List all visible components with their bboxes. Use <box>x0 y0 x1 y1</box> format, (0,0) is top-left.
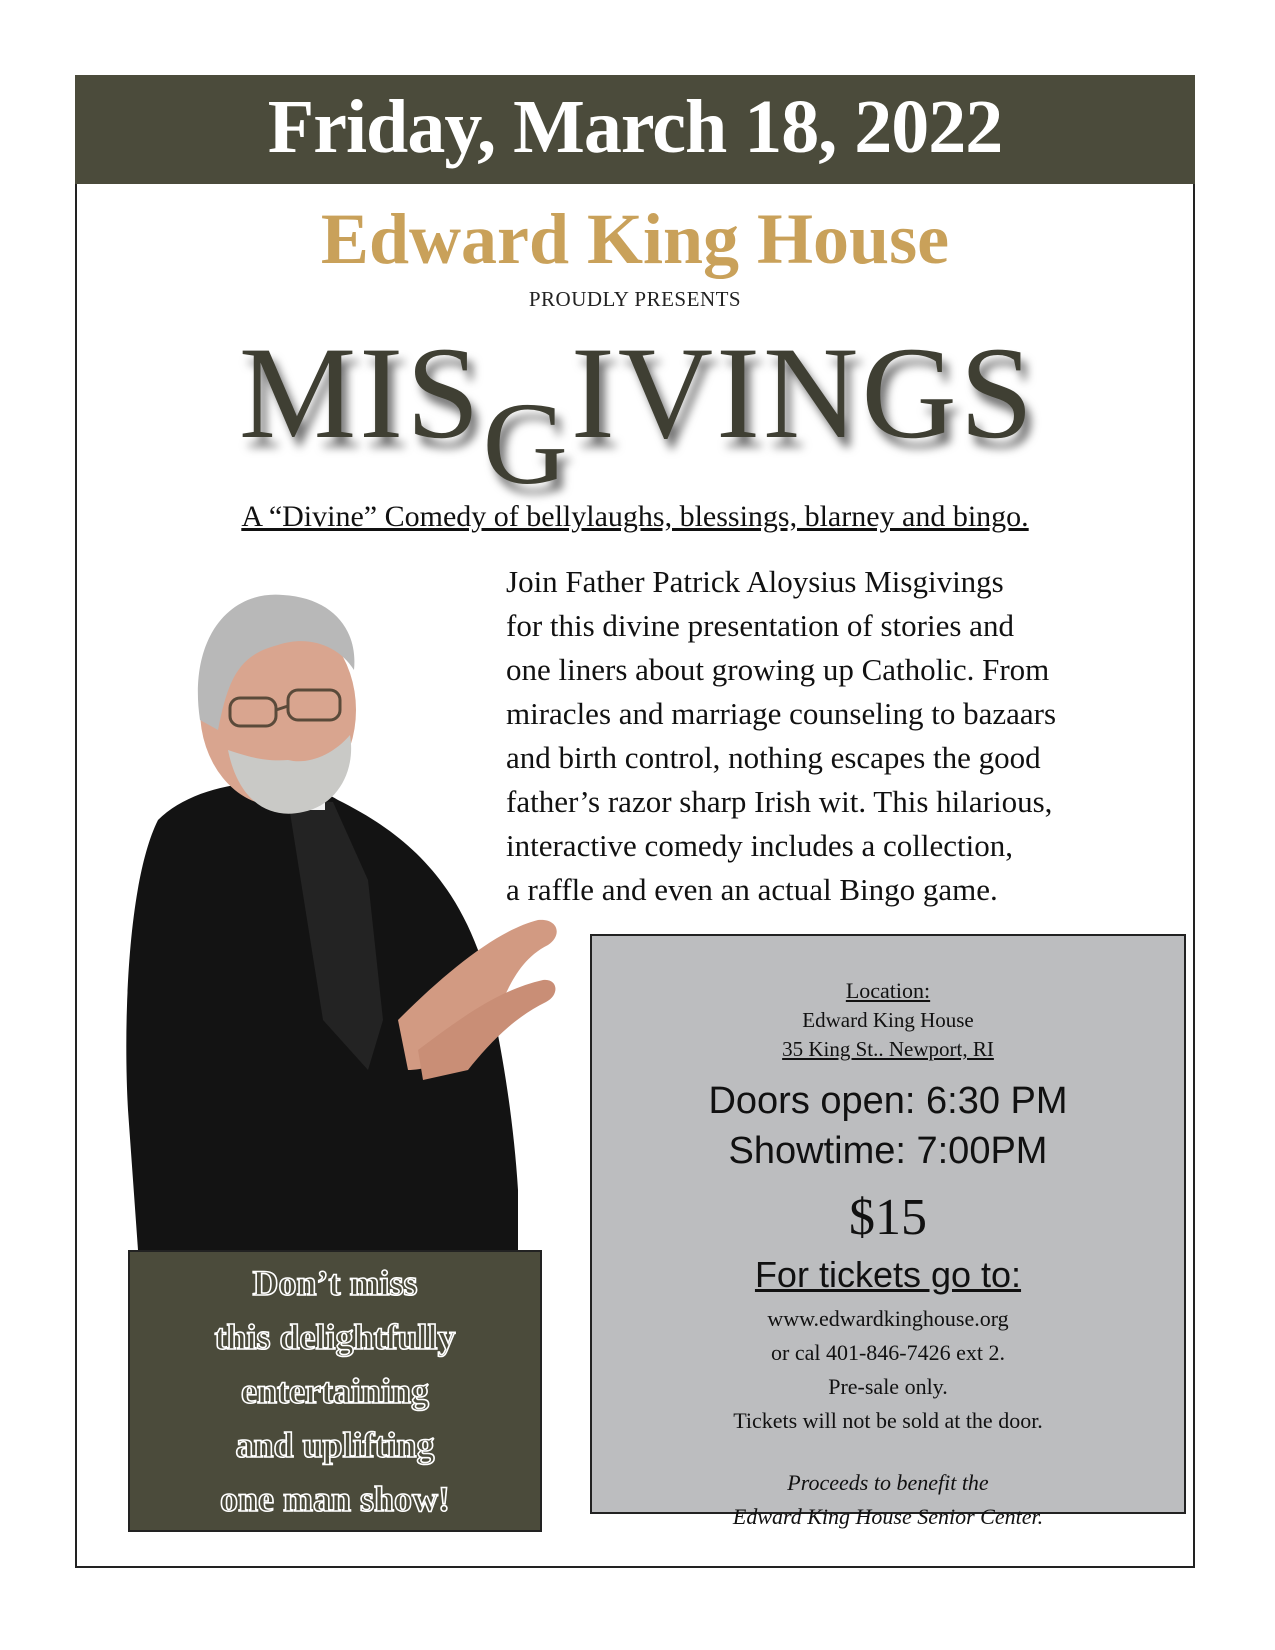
promo-line: this delightfully <box>214 1317 456 1357</box>
show-title-part-1: MIS <box>238 319 483 466</box>
tagline: A “Divine” Comedy of bellylaughs, blessings, blarney and bingo. <box>241 500 1029 533</box>
location-label: Location: <box>845 978 931 1003</box>
description-line: Join Father Patrick Aloysius Misgivings <box>506 564 1004 599</box>
no-door-sales-note: Tickets will not be sold at the door. <box>733 1408 1043 1433</box>
show-description <box>506 560 1186 912</box>
proceeds-line-2: Edward King House Senior Center. <box>732 1504 1044 1529</box>
ticket-price: $15 <box>849 1189 927 1246</box>
location-address: 35 King St.. Newport, RI <box>782 1037 994 1061</box>
promo-box <box>128 1250 542 1532</box>
tickets-heading: For tickets go to: <box>754 1254 1022 1295</box>
show-title-part-2: IVINGS <box>570 319 1037 466</box>
show-title <box>0 318 1275 509</box>
promo-text <box>214 1256 455 1526</box>
description-line: a raffle and even an actual Bingo game. <box>506 872 998 907</box>
promo-line: Don’t miss <box>252 1263 418 1303</box>
description-line: one liners about growing up Catholic. From <box>506 652 1050 687</box>
showtime: Showtime: 7:00PM <box>728 1130 1048 1172</box>
description-line: interactive comedy includes a collection, <box>506 828 1013 863</box>
date-banner: Friday, March 18, 2022 <box>75 75 1195 184</box>
proceeds-line-1: Proceeds to benefit the <box>787 1470 989 1495</box>
promo-line: and uplifting <box>235 1425 435 1465</box>
presents-label: PROUDLY PRESENTS <box>528 287 742 311</box>
website-link[interactable]: www.edwardkinghouse.org <box>767 1306 1009 1331</box>
promo-line: entertaining <box>241 1371 429 1411</box>
promo-line: one man show! <box>219 1479 451 1519</box>
venue-title: Edward King House <box>320 199 950 279</box>
doors-open-time: Doors open: 6:30 PM <box>708 1080 1068 1122</box>
description-line: and birth control, nothing escapes the good <box>506 740 1041 775</box>
description-line: miracles and marriage counseling to bazaars <box>506 696 1057 731</box>
description-line: for this divine presentation of stories and <box>506 608 1014 643</box>
show-title-dropped-letter: G <box>482 378 571 509</box>
event-info-box <box>590 934 1186 1529</box>
location-name: Edward King House <box>802 1008 974 1032</box>
phone-number: or cal 401-846-7426 ext 2. <box>771 1340 1005 1365</box>
description-line: father’s razor sharp Irish wit. This hilarious, <box>506 784 1053 819</box>
presale-note: Pre-sale only. <box>828 1374 948 1399</box>
